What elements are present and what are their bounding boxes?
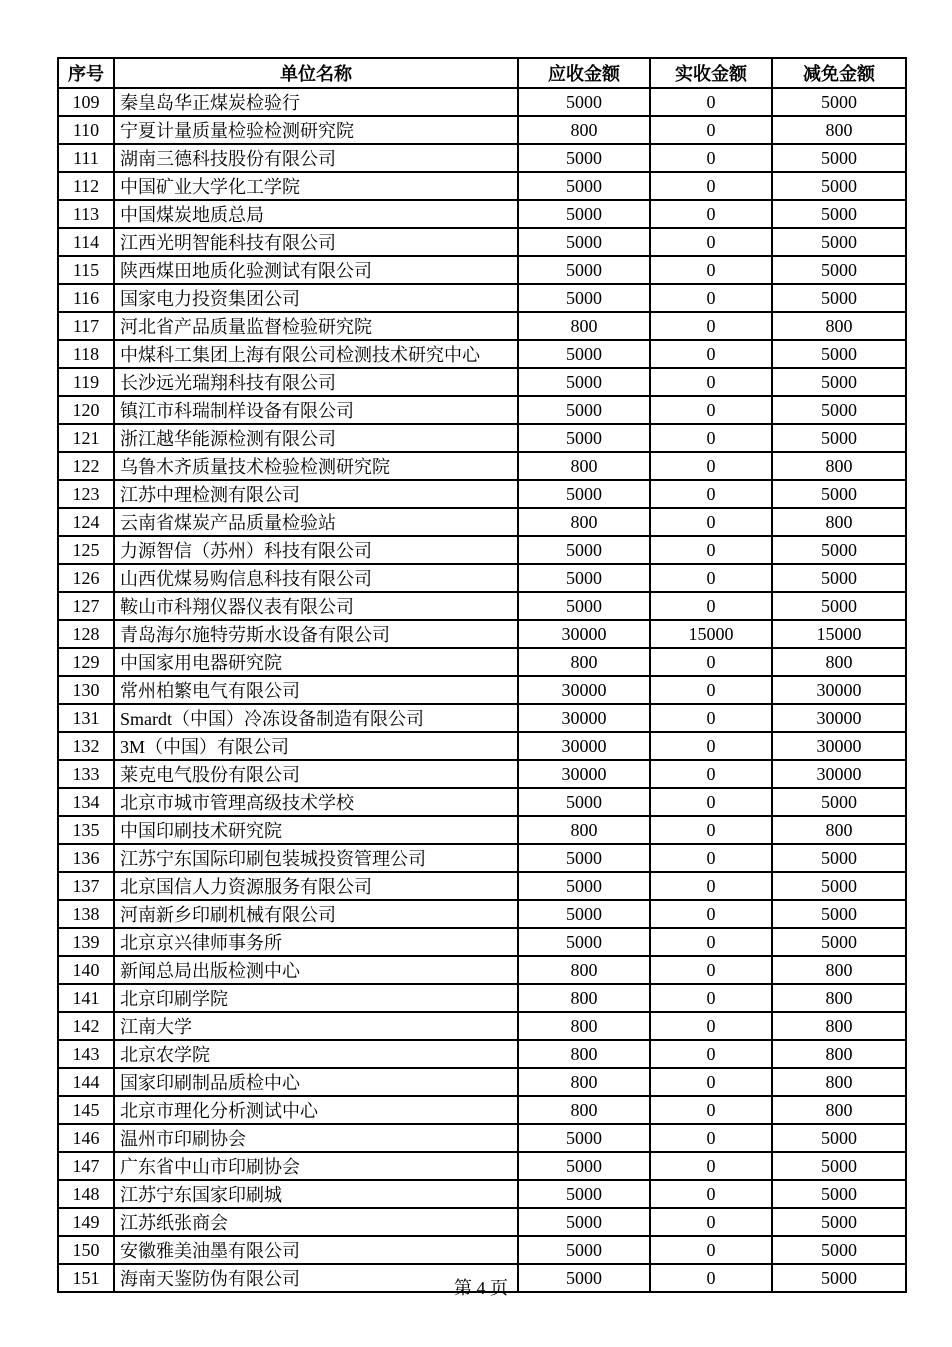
reduced-amount-cell: 5000 [772, 424, 906, 452]
received-amount-cell: 0 [650, 424, 772, 452]
receivable-amount-cell: 30000 [518, 676, 650, 704]
unit-name-cell: 中国家用电器研究院 [114, 648, 518, 676]
row-index-cell: 123 [58, 480, 114, 508]
row-index-cell: 126 [58, 564, 114, 592]
table-row [58, 564, 906, 592]
unit-name-cell: 浙江越华能源检测有限公司 [114, 424, 518, 452]
table-row [58, 984, 906, 1012]
unit-name-cell: 国家印刷制品质检中心 [114, 1068, 518, 1096]
receivable-amount-cell: 5000 [518, 284, 650, 312]
table-row [58, 1152, 906, 1180]
reduced-amount-cell: 800 [772, 116, 906, 144]
table-row [58, 928, 906, 956]
row-index-cell: 112 [58, 172, 114, 200]
unit-name-cell: 北京国信人力资源服务有限公司 [114, 872, 518, 900]
unit-name-cell: 湖南三德科技股份有限公司 [114, 144, 518, 172]
row-index-cell: 138 [58, 900, 114, 928]
table-row [58, 480, 906, 508]
unit-name-cell: 新闻总局出版检测中心 [114, 956, 518, 984]
receivable-amount-cell: 5000 [518, 424, 650, 452]
table-row [58, 704, 906, 732]
unit-name-cell: 温州市印刷协会 [114, 1124, 518, 1152]
table-row [58, 1012, 906, 1040]
row-index-cell: 151 [58, 1264, 114, 1292]
table-row [58, 648, 906, 676]
unit-name-cell: 海南天鉴防伪有限公司 [114, 1264, 518, 1292]
received-amount-cell: 0 [650, 508, 772, 536]
table-row [58, 1040, 906, 1068]
receivable-amount-cell: 30000 [518, 760, 650, 788]
receivable-amount-cell: 5000 [518, 1236, 650, 1264]
table-row [58, 620, 906, 648]
received-amount-cell: 0 [650, 872, 772, 900]
reduced-amount-cell: 5000 [772, 1264, 906, 1292]
unit-name-cell: 北京印刷学院 [114, 984, 518, 1012]
unit-name-cell: 中国煤炭地质总局 [114, 200, 518, 228]
receivable-amount-cell: 5000 [518, 564, 650, 592]
page-number: 第 4 页 [454, 1278, 508, 1298]
receivable-amount-cell: 5000 [518, 928, 650, 956]
reduced-amount-cell: 5000 [772, 564, 906, 592]
receivable-amount-cell: 5000 [518, 592, 650, 620]
row-index-cell: 115 [58, 256, 114, 284]
reduced-amount-cell: 5000 [772, 1180, 906, 1208]
unit-name-cell: 青岛海尔施特劳斯水设备有限公司 [114, 620, 518, 648]
reduced-amount-cell: 5000 [772, 1236, 906, 1264]
row-index-cell: 148 [58, 1180, 114, 1208]
received-amount-cell: 0 [650, 396, 772, 424]
table-row [58, 284, 906, 312]
row-index-cell: 149 [58, 1208, 114, 1236]
received-amount-cell: 0 [650, 984, 772, 1012]
table-row [58, 368, 906, 396]
unit-name-cell: 乌鲁木齐质量技术检验检测研究院 [114, 452, 518, 480]
received-amount-cell: 0 [650, 1264, 772, 1292]
table-row [58, 1124, 906, 1152]
received-amount-cell: 0 [650, 368, 772, 396]
row-index-cell: 137 [58, 872, 114, 900]
unit-name-cell: 中煤科工集团上海有限公司检测技术研究中心 [114, 340, 518, 368]
row-index-cell: 136 [58, 844, 114, 872]
table-row [58, 760, 906, 788]
reduced-amount-cell: 800 [772, 1096, 906, 1124]
receivable-amount-cell: 5000 [518, 1208, 650, 1236]
unit-name-cell: 安徽雅美油墨有限公司 [114, 1236, 518, 1264]
receivable-amount-cell: 5000 [518, 1264, 650, 1292]
reduced-amount-cell: 5000 [772, 928, 906, 956]
receivable-amount-cell: 800 [518, 452, 650, 480]
reduced-amount-cell: 800 [772, 648, 906, 676]
row-index-cell: 128 [58, 620, 114, 648]
row-index-cell: 110 [58, 116, 114, 144]
received-amount-cell: 0 [650, 732, 772, 760]
unit-name-cell: 3M（中国）有限公司 [114, 732, 518, 760]
reduced-amount-cell: 5000 [772, 592, 906, 620]
received-amount-cell: 0 [650, 676, 772, 704]
reduced-amount-cell: 30000 [772, 760, 906, 788]
unit-name-cell: 北京农学院 [114, 1040, 518, 1068]
received-amount-cell: 0 [650, 564, 772, 592]
reduced-amount-cell: 5000 [772, 872, 906, 900]
row-index-cell: 142 [58, 1012, 114, 1040]
unit-name-cell: 长沙远光瑞翔科技有限公司 [114, 368, 518, 396]
receivable-amount-cell: 800 [518, 508, 650, 536]
receivable-amount-cell: 800 [518, 816, 650, 844]
table-row [58, 396, 906, 424]
received-amount-cell: 0 [650, 1012, 772, 1040]
unit-name-cell: 江苏宁东国家印刷城 [114, 1180, 518, 1208]
header-row [58, 58, 906, 88]
received-amount-cell: 15000 [650, 620, 772, 648]
reduced-amount-cell: 800 [772, 816, 906, 844]
reduced-amount-cell: 800 [772, 1040, 906, 1068]
row-index-cell: 146 [58, 1124, 114, 1152]
unit-name-cell: 北京京兴律师事务所 [114, 928, 518, 956]
row-index-cell: 124 [58, 508, 114, 536]
receivable-amount-cell: 800 [518, 312, 650, 340]
receivable-amount-cell: 5000 [518, 536, 650, 564]
reduced-amount-cell: 5000 [772, 88, 906, 116]
received-amount-cell: 0 [650, 816, 772, 844]
table-row [58, 900, 906, 928]
table-row [58, 1096, 906, 1124]
row-index-cell: 134 [58, 788, 114, 816]
received-amount-cell: 0 [650, 480, 772, 508]
receivable-amount-cell: 5000 [518, 368, 650, 396]
unit-name-cell: 陕西煤田地质化验测试有限公司 [114, 256, 518, 284]
unit-name-cell: 宁夏计量质量检验检测研究院 [114, 116, 518, 144]
table-row [58, 312, 906, 340]
header-received-amount: 实收金额 [650, 58, 772, 88]
unit-name-cell: 云南省煤炭产品质量检验站 [114, 508, 518, 536]
row-index-cell: 141 [58, 984, 114, 1012]
receivable-amount-cell: 800 [518, 984, 650, 1012]
reduced-amount-cell: 5000 [772, 368, 906, 396]
row-index-cell: 127 [58, 592, 114, 620]
table-header [58, 58, 906, 88]
unit-name-cell: 河北省产品质量监督检验研究院 [114, 312, 518, 340]
received-amount-cell: 0 [650, 928, 772, 956]
table-row [58, 424, 906, 452]
received-amount-cell: 0 [650, 1124, 772, 1152]
table-row [58, 788, 906, 816]
receivable-amount-cell: 5000 [518, 788, 650, 816]
header-index: 序号 [58, 58, 114, 88]
reduced-amount-cell: 5000 [772, 200, 906, 228]
received-amount-cell: 0 [650, 1208, 772, 1236]
unit-name-cell: 江苏中理检测有限公司 [114, 480, 518, 508]
received-amount-cell: 0 [650, 228, 772, 256]
row-index-cell: 143 [58, 1040, 114, 1068]
receivable-amount-cell: 5000 [518, 228, 650, 256]
reduced-amount-cell: 5000 [772, 900, 906, 928]
received-amount-cell: 0 [650, 844, 772, 872]
received-amount-cell: 0 [650, 144, 772, 172]
table-row [58, 256, 906, 284]
row-index-cell: 133 [58, 760, 114, 788]
table-row [58, 1180, 906, 1208]
table-row [58, 508, 906, 536]
reduced-amount-cell: 5000 [772, 480, 906, 508]
received-amount-cell: 0 [650, 88, 772, 116]
receivable-amount-cell: 30000 [518, 620, 650, 648]
unit-name-cell: 江苏宁东国际印刷包装城投资管理公司 [114, 844, 518, 872]
receivable-amount-cell: 5000 [518, 200, 650, 228]
table-row [58, 732, 906, 760]
receivable-amount-cell: 800 [518, 648, 650, 676]
receivable-amount-cell: 800 [518, 1096, 650, 1124]
reduced-amount-cell: 5000 [772, 396, 906, 424]
row-index-cell: 145 [58, 1096, 114, 1124]
row-index-cell: 132 [58, 732, 114, 760]
row-index-cell: 135 [58, 816, 114, 844]
received-amount-cell: 0 [650, 312, 772, 340]
table-row [58, 872, 906, 900]
row-index-cell: 119 [58, 368, 114, 396]
unit-name-cell: 广东省中山市印刷协会 [114, 1152, 518, 1180]
received-amount-cell: 0 [650, 788, 772, 816]
unit-name-cell: 江苏纸张商会 [114, 1208, 518, 1236]
reduced-amount-cell: 5000 [772, 172, 906, 200]
unit-name-cell: 山西优煤易购信息科技有限公司 [114, 564, 518, 592]
unit-name-cell: 北京市理化分析测试中心 [114, 1096, 518, 1124]
row-index-cell: 121 [58, 424, 114, 452]
receivable-amount-cell: 5000 [518, 88, 650, 116]
unit-name-cell: 国家电力投资集团公司 [114, 284, 518, 312]
unit-name-cell: 江南大学 [114, 1012, 518, 1040]
received-amount-cell: 0 [650, 1152, 772, 1180]
header-unit-name: 单位名称 [114, 58, 518, 88]
table-row [58, 144, 906, 172]
reduced-amount-cell: 800 [772, 508, 906, 536]
reduced-amount-cell: 5000 [772, 144, 906, 172]
table-row [58, 200, 906, 228]
received-amount-cell: 0 [650, 1180, 772, 1208]
unit-name-cell: Smardt（中国）冷冻设备制造有限公司 [114, 704, 518, 732]
fee-table [57, 57, 907, 1293]
reduced-amount-cell: 5000 [772, 284, 906, 312]
table-row [58, 172, 906, 200]
reduced-amount-cell: 5000 [772, 788, 906, 816]
row-index-cell: 114 [58, 228, 114, 256]
received-amount-cell: 0 [650, 648, 772, 676]
row-index-cell: 129 [58, 648, 114, 676]
table-row [58, 844, 906, 872]
row-index-cell: 130 [58, 676, 114, 704]
receivable-amount-cell: 5000 [518, 1180, 650, 1208]
reduced-amount-cell: 5000 [772, 340, 906, 368]
reduced-amount-cell: 5000 [772, 1152, 906, 1180]
receivable-amount-cell: 5000 [518, 1152, 650, 1180]
row-index-cell: 139 [58, 928, 114, 956]
received-amount-cell: 0 [650, 592, 772, 620]
table-row [58, 956, 906, 984]
receivable-amount-cell: 800 [518, 1040, 650, 1068]
receivable-amount-cell: 5000 [518, 340, 650, 368]
reduced-amount-cell: 5000 [772, 844, 906, 872]
row-index-cell: 113 [58, 200, 114, 228]
row-index-cell: 120 [58, 396, 114, 424]
receivable-amount-cell: 5000 [518, 256, 650, 284]
receivable-amount-cell: 5000 [518, 396, 650, 424]
received-amount-cell: 0 [650, 256, 772, 284]
reduced-amount-cell: 5000 [772, 256, 906, 284]
unit-name-cell: 莱克电气股份有限公司 [114, 760, 518, 788]
row-index-cell: 144 [58, 1068, 114, 1096]
receivable-amount-cell: 5000 [518, 144, 650, 172]
table-body [58, 88, 906, 1292]
reduced-amount-cell: 800 [772, 1068, 906, 1096]
unit-name-cell: 江西光明智能科技有限公司 [114, 228, 518, 256]
receivable-amount-cell: 30000 [518, 732, 650, 760]
receivable-amount-cell: 30000 [518, 704, 650, 732]
receivable-amount-cell: 5000 [518, 172, 650, 200]
unit-name-cell: 常州柏繁电气有限公司 [114, 676, 518, 704]
row-index-cell: 131 [58, 704, 114, 732]
reduced-amount-cell: 30000 [772, 676, 906, 704]
received-amount-cell: 0 [650, 340, 772, 368]
reduced-amount-cell: 5000 [772, 1124, 906, 1152]
reduced-amount-cell: 800 [772, 452, 906, 480]
received-amount-cell: 0 [650, 116, 772, 144]
row-index-cell: 122 [58, 452, 114, 480]
unit-name-cell: 中国矿业大学化工学院 [114, 172, 518, 200]
receivable-amount-cell: 5000 [518, 872, 650, 900]
reduced-amount-cell: 800 [772, 1012, 906, 1040]
table-row [58, 1236, 906, 1264]
receivable-amount-cell: 800 [518, 1012, 650, 1040]
row-index-cell: 150 [58, 1236, 114, 1264]
received-amount-cell: 0 [650, 760, 772, 788]
receivable-amount-cell: 5000 [518, 900, 650, 928]
table-row [58, 1208, 906, 1236]
unit-name-cell: 秦皇岛华正煤炭检验行 [114, 88, 518, 116]
reduced-amount-cell: 30000 [772, 732, 906, 760]
unit-name-cell: 中国印刷技术研究院 [114, 816, 518, 844]
row-index-cell: 147 [58, 1152, 114, 1180]
row-index-cell: 109 [58, 88, 114, 116]
received-amount-cell: 0 [650, 1068, 772, 1096]
table-row [58, 816, 906, 844]
unit-name-cell: 鞍山市科翔仪器仪表有限公司 [114, 592, 518, 620]
reduced-amount-cell: 30000 [772, 704, 906, 732]
receivable-amount-cell: 5000 [518, 1124, 650, 1152]
receivable-amount-cell: 5000 [518, 480, 650, 508]
received-amount-cell: 0 [650, 172, 772, 200]
reduced-amount-cell: 800 [772, 956, 906, 984]
row-index-cell: 117 [58, 312, 114, 340]
row-index-cell: 116 [58, 284, 114, 312]
reduced-amount-cell: 5000 [772, 228, 906, 256]
header-receivable-amount: 应收金额 [518, 58, 650, 88]
table-row [58, 536, 906, 564]
received-amount-cell: 0 [650, 1040, 772, 1068]
row-index-cell: 111 [58, 144, 114, 172]
table-row [58, 228, 906, 256]
reduced-amount-cell: 800 [772, 312, 906, 340]
row-index-cell: 118 [58, 340, 114, 368]
row-index-cell: 125 [58, 536, 114, 564]
received-amount-cell: 0 [650, 200, 772, 228]
table-row [58, 676, 906, 704]
receivable-amount-cell: 800 [518, 956, 650, 984]
received-amount-cell: 0 [650, 956, 772, 984]
received-amount-cell: 0 [650, 536, 772, 564]
received-amount-cell: 0 [650, 704, 772, 732]
unit-name-cell: 北京市城市管理高级技术学校 [114, 788, 518, 816]
table-row [58, 88, 906, 116]
unit-name-cell: 力源智信（苏州）科技有限公司 [114, 536, 518, 564]
received-amount-cell: 0 [650, 900, 772, 928]
reduced-amount-cell: 15000 [772, 620, 906, 648]
receivable-amount-cell: 800 [518, 1068, 650, 1096]
received-amount-cell: 0 [650, 1096, 772, 1124]
reduced-amount-cell: 5000 [772, 536, 906, 564]
received-amount-cell: 0 [650, 284, 772, 312]
reduced-amount-cell: 800 [772, 984, 906, 1012]
row-index-cell: 140 [58, 956, 114, 984]
table-row [58, 592, 906, 620]
table-row [58, 340, 906, 368]
header-reduced-amount: 减免金额 [772, 58, 906, 88]
received-amount-cell: 0 [650, 452, 772, 480]
reduced-amount-cell: 5000 [772, 1208, 906, 1236]
received-amount-cell: 0 [650, 1236, 772, 1264]
unit-name-cell: 镇江市科瑞制样设备有限公司 [114, 396, 518, 424]
table-row [58, 116, 906, 144]
receivable-amount-cell: 5000 [518, 844, 650, 872]
table-row [58, 1068, 906, 1096]
receivable-amount-cell: 800 [518, 116, 650, 144]
unit-name-cell: 河南新乡印刷机械有限公司 [114, 900, 518, 928]
table-row [58, 452, 906, 480]
